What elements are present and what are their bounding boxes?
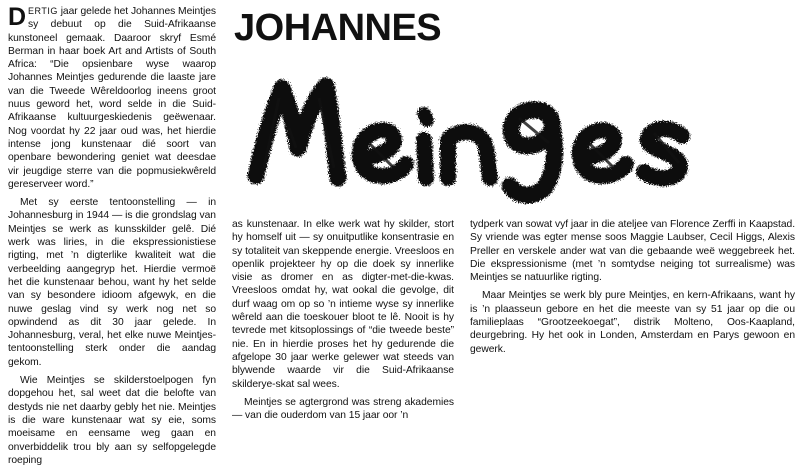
article-column-2 — [232, 218, 454, 422]
meintjes-signature-logo — [234, 48, 754, 218]
article-title: JOHANNES — [234, 7, 442, 49]
paragraph-text: jaar gelede het Johannes Meintjes sy debuut op die Suid-Afrikaanse kunstoneel gemaak. Daaroor skryf Esmé Berman in haar boek Art and Artists of South Africa: “Die opsienbare wyse waarop Johannes Meintjes gedurende die laaste jare van die Tweede Wêreldoorlog ineens groot nuus geword het, word selde in die Suid-Afrikaanse kultuurgeskiedenis geëwenaar. Nog voordat hy 22 jaar oud was, het hierdie intense jong kunstenaar dié soort van openbare bewondering geniet wat deesdae vir jeugdige sterre van die popmusiekwêreld gereserveer word.” — [8, 6, 216, 190]
paragraph: Wie Meintjes se skilderstoelpogen fyn dopgehou het, sal weet dat die belofte van destyds nie net daarby gebly het nie. Meintjes is die ware kunstenaar wat sy eie, soms moeisame en eensame weg gaan en onverbiddelik trou bly aan sy selfopgelegde roeping — [8, 375, 216, 466]
drop-cap: D — [8, 3, 27, 31]
paragraph — [8, 5, 216, 191]
paragraph: as kunstenaar. In elke werk wat hy skilder, stort hy homself uit — sy onuitputlike konsentrasie en sy totaliteit van skeppende energie. Vreesloos en openlik projekteer hy op die doek sy innerlike visie as dromer en as digter-met-die-kwas. Vreesloos omdat hy, wat ookal die gevolge, dit durf waag om op so ’n intieme wyse sy innerlike wêreld aan die toeskouer bloot te lê. Nooit is hy tevrede met kitsoplossings of “die tweede beste” nie. En in hierdie proses het hy gedurende die afgelope 30 jaar werke gelewer wat steeds van blywende waarde vir die Suid-Afrikaanse skilderye-skat sal wees. — [232, 219, 454, 390]
paragraph: Maar Meintjes se werk bly pure Meintjes, en kern-Afrikaans, want hy is ’n plaasseun gebore en het die meeste van sy 51 jaar op die ou familieplaas “Grootzeekoegat”, distrik Molteno, Oos-Kaapland, deurgebring. Hy het ook in Londen, Amsterdam en Parys gewoon en gewerk. — [470, 290, 795, 355]
lead-word: ERTIG — [28, 6, 58, 16]
paragraph: Met sy eerste tentoonstelling — in Johannesburg in 1944 — is die grondslag van Meintjes se werk as kunsskilder gelê. Dié werk was liries, in die ekspressionistiese rigting, met ’n digterlike kwaliteit wat die verbeelding aangegryp het. Hierdie vermoë het die kunstenaar behou, want hy het selde van sy besondere idioom afgewyk, en die nuwe geslag vind sy werk nog net so opwindend as dit 30 jaar gelede. In Johannesburg, veral, het elke nuwe Meintjes-tentoonstelling sterk onder die aandag gekom. — [8, 197, 216, 368]
paragraph: tydperk van sowat vyf jaar in die ateljee van Florence Zerffi in Kaapstad. Sy vriende was egter mense soos Maggie Laubser, Cecil Higgs, Alexis Preller en verskele ander wat van die gebaande weë weggebreek het. Die ekspressionisme (met ’n somtydse neiging tot surrealisme) was Meintjes se natuurlike rigting. — [470, 219, 795, 284]
article-column-1 — [8, 5, 216, 467]
paragraph: Meintjes se agtergrond was streng akademies — van die ouderdom van 15 jaar oor ’n — [232, 396, 454, 422]
article-column-3 — [470, 218, 795, 356]
